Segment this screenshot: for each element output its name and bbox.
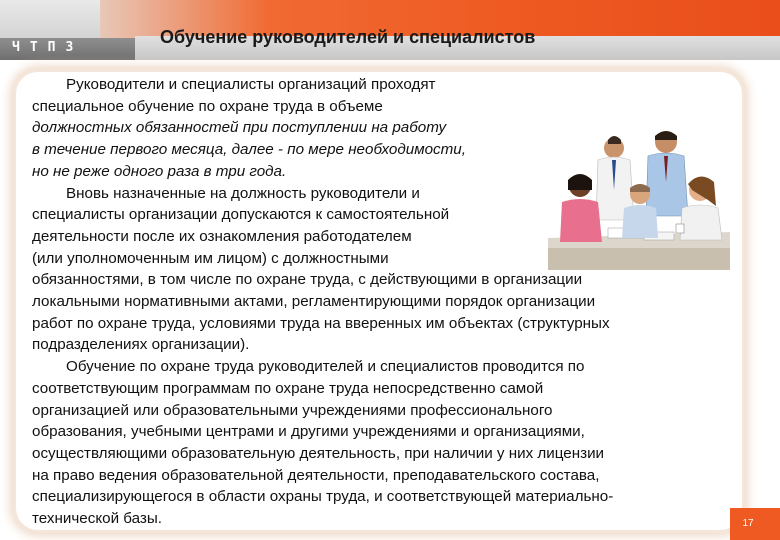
body-line-text: Обучение по охране труда руководителей и специалистов проводится по bbox=[66, 358, 585, 376]
body-line bbox=[32, 269, 732, 291]
body-line bbox=[32, 421, 732, 443]
body-line-text: организацией или образовательными учреждениями профессионального bbox=[32, 401, 553, 419]
slide-number: 17 bbox=[742, 518, 754, 529]
body-line-text: локальными нормативными актами, регламентирующими порядок организации bbox=[32, 293, 596, 311]
body-line-text: Вновь назначенные на должность руководители и bbox=[66, 184, 420, 202]
body-line-text: работ по охране труда, условиями труда на вверенных им объектах (структурных bbox=[32, 314, 610, 332]
body-line-text: осуществляющими образовательную деятельность, при наличии у них лицензии bbox=[32, 444, 605, 462]
body-line-text: подразделениях организации). bbox=[32, 336, 250, 354]
body-line-text: в течение первого месяца, далее - по мере необходимости, bbox=[32, 141, 466, 159]
body-line-text: технической базы. bbox=[32, 510, 163, 528]
body-line bbox=[32, 465, 732, 487]
body-line-text: деятельности после их ознакомления работодателем bbox=[32, 227, 412, 245]
body-line-text: специализирующегося в области охраны труда, и соответствующей материально- bbox=[32, 488, 614, 506]
body-line bbox=[32, 291, 732, 313]
page-title: Обучение руководителей и специалистов bbox=[160, 27, 536, 47]
body-line-text: специальное обучение по охране труда в объеме bbox=[32, 97, 383, 115]
body-line bbox=[32, 443, 732, 465]
company-logo: ЧТПЗ bbox=[12, 40, 84, 55]
body-line bbox=[32, 400, 732, 422]
body-line-text: специалисты организации допускаются к самостоятельной bbox=[32, 206, 450, 224]
body-line-text: обязанностями, в том числе по охране труда, с действующими в организации bbox=[32, 271, 583, 289]
body-line bbox=[32, 313, 732, 335]
body-line-text: (или уполномоченным им лицом) с должностными bbox=[32, 249, 389, 267]
body-line-text: образования, учебными центрами и другими учреждениями и организациями, bbox=[32, 423, 585, 441]
body-line bbox=[32, 74, 732, 96]
body-line-text: соответствующим программам по охране труда непосредственно самой bbox=[32, 379, 544, 397]
team-meeting-clipart-icon bbox=[548, 120, 730, 270]
body-line-text: но не реже одного раза в три года. bbox=[32, 162, 287, 180]
body-line-text: на право ведения образовательной деятельности, преподавательского состава, bbox=[32, 466, 600, 484]
body-line bbox=[32, 378, 732, 400]
body-line bbox=[32, 508, 732, 530]
body-line bbox=[32, 356, 732, 378]
body-line bbox=[32, 334, 732, 356]
body-line bbox=[32, 486, 732, 508]
body-line-text: Руководители и специалисты организаций проходят bbox=[66, 76, 436, 93]
body-line bbox=[32, 96, 732, 118]
body-line-text: должностных обязанностей при поступлении на работу bbox=[32, 119, 447, 137]
